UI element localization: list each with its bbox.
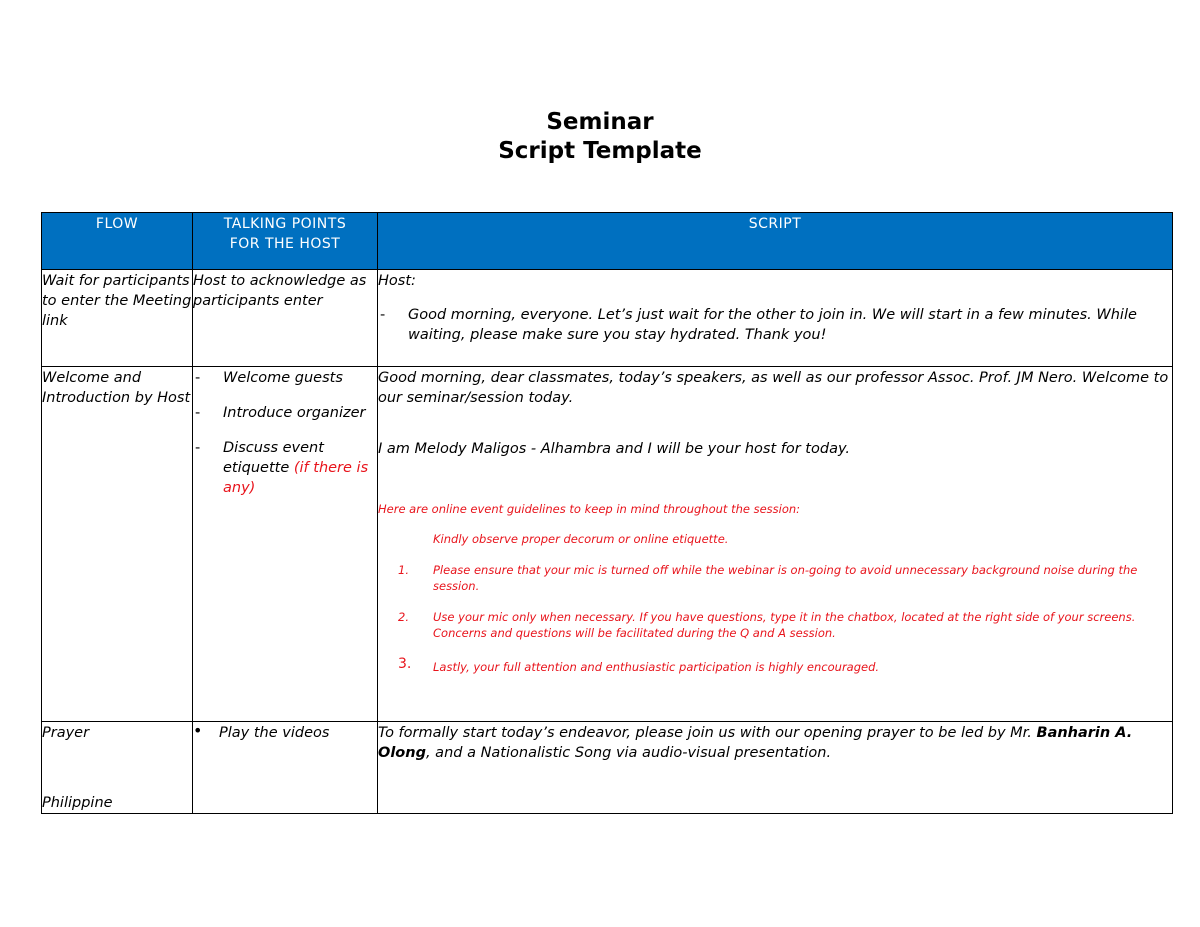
script-list [378,305,1172,345]
flow-cell: Welcome and Introduction by Host [42,367,193,722]
guideline-item: 3. Lastly, your full attention and enthusiastic participation is highly encouraged. [398,656,880,674]
column-header-talking-points: TALKING POINTS FOR THE HOST [193,213,378,270]
list-item: - Discuss event etiquette (if there is any) [195,440,369,496]
script-cell [378,270,1173,367]
talking-points-list [193,367,377,498]
document-title [0,108,1200,166]
list-item: • Play the videos [193,721,330,741]
guideline-item: Kindly observe proper decorum or online etiquette. [433,532,729,546]
script-cell [378,722,1173,814]
script-label: Host: [378,273,416,289]
guidelines-intro: Here are online event guidelines to keep in mind throughout the session: [378,502,801,516]
column-header-script: SCRIPT [378,213,1173,270]
talking-points-list [193,722,377,743]
flow-cell: Wait for participants to enter the Meeting link [42,270,193,367]
script-paragraph: To formally start today’s endeavor, please join us with our opening prayer to be led by Mr. Banharin A. Olong, and a Nationalistic Song via audio-visual presentation. [378,725,1133,761]
talking-cell [193,367,378,722]
script-table [41,212,1173,814]
guideline-item: 2. Use your mic only when necessary. If you have questions, type it in the chatbox, located at the right side of your screens. Concerns and questions will be facilitated during the Q and A session. [398,610,1136,640]
title-line-1: Seminar [546,109,654,135]
title-line-2: Script Template [498,138,702,164]
column-header-flow: FLOW [42,213,193,270]
script-cell [378,367,1173,722]
script-paragraph: I am Melody Maligos - Alhambra and I will be your host for today. [378,441,851,457]
header-row [42,213,1173,270]
guideline-item: 1. Please ensure that your mic is turned off while the webinar is on-going to avoid unnecessary background noise during the session. [398,563,1138,593]
list-item: - Good morning, everyone. Let’s just wait for the other to join in. We will start in a few minutes. While waiting, please make sure you stay hydrated. Thank you! [380,307,1137,343]
script-paragraph: Good morning, dear classmates, today’s speakers, as well as our professor Assoc. Prof. JM Nero. Welcome to our seminar/session today. [378,370,1169,406]
talking-cell: Host to acknowledge as participants enter [193,270,378,367]
table-row [42,722,1173,814]
table-row [42,367,1173,722]
table-row [42,270,1173,367]
list-item: - Welcome guests [195,370,343,386]
flow-cell: Prayer Philippine [42,722,193,814]
talking-cell [193,722,378,814]
list-item: - Introduce organizer [195,405,366,421]
